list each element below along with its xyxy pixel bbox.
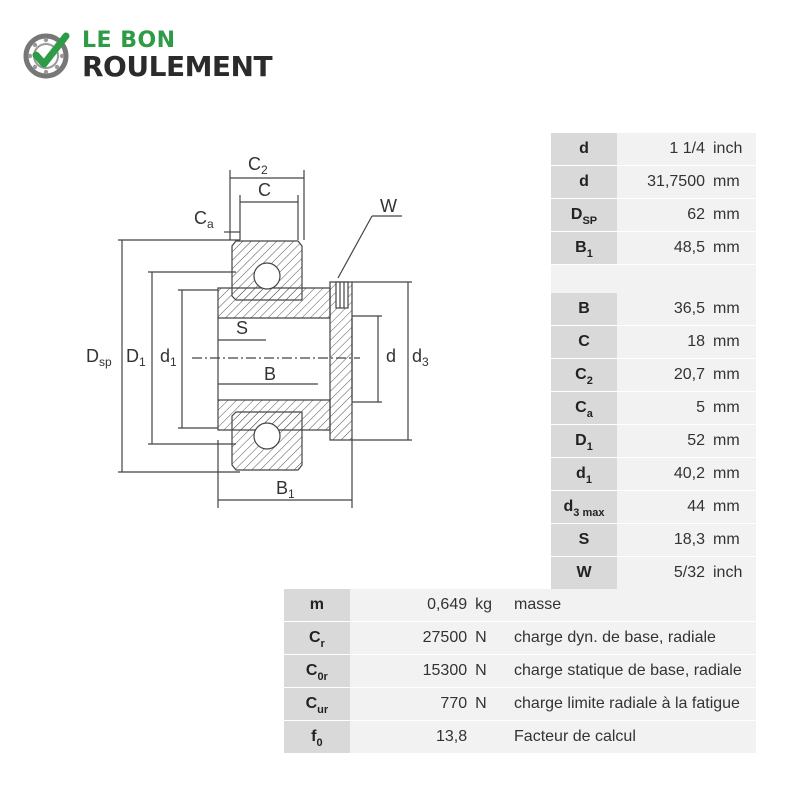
value-cell: 5 (617, 392, 707, 425)
symbol: C (575, 366, 587, 383)
symbol: S (578, 531, 590, 548)
symbol-cell (551, 326, 617, 359)
table-row (551, 232, 756, 265)
table-row (284, 655, 756, 688)
table-row (551, 524, 756, 557)
symbol-subscript: ur (317, 704, 329, 716)
symbol-cell (284, 655, 350, 688)
symbol-subscript: a (586, 408, 593, 420)
brand-line2: ROULEMENT (82, 50, 273, 83)
symbol: m (309, 596, 324, 613)
symbol-cell (551, 524, 617, 557)
brand-logo (22, 26, 302, 86)
symbol: d (579, 140, 589, 157)
table-gap-row (551, 265, 756, 293)
symbol: W (576, 564, 592, 581)
table-row (551, 133, 756, 166)
table-row (551, 392, 756, 425)
symbol-cell (551, 458, 617, 491)
unit-cell: mm (707, 359, 756, 392)
unit-cell: mm (707, 293, 756, 326)
symbol-cell (551, 293, 617, 326)
unit-cell: mm (707, 232, 756, 265)
value-cell: 15300 (350, 655, 469, 688)
symbol: d (579, 173, 589, 190)
table-row (551, 359, 756, 392)
unit-cell: mm (707, 425, 756, 458)
table-row (284, 688, 756, 721)
symbol: C (305, 662, 318, 679)
value-cell: 18,3 (617, 524, 707, 557)
label-b1: $B_1$ (276, 478, 295, 501)
value-cell: 1 1/4 (617, 133, 707, 166)
unit-cell: inch (707, 133, 756, 166)
unit-cell: mm (707, 458, 756, 491)
value-cell: 5/32 (617, 557, 707, 590)
symbol-subscript: 3 max (573, 507, 605, 519)
label-d1-outer: $D_1$ (126, 346, 146, 369)
unit-cell: inch (707, 557, 756, 590)
table-row (551, 491, 756, 524)
label-d1-inner: $d_1$ (160, 346, 177, 369)
table-row (284, 721, 756, 754)
symbol: d (576, 465, 586, 482)
table-row (551, 166, 756, 199)
label-d3: $d_3$ (412, 346, 429, 369)
symbol: D (570, 206, 583, 223)
description-cell: charge dyn. de base, radiale (500, 622, 756, 655)
label-c: C (258, 180, 271, 200)
table-row (551, 326, 756, 359)
table-row (284, 622, 756, 655)
symbol-cell (551, 166, 617, 199)
label-b: B (264, 364, 277, 384)
value-cell: 48,5 (617, 232, 707, 265)
value-cell: 13,8 (350, 721, 469, 754)
symbol: C (575, 399, 587, 416)
symbol-subscript: 1 (586, 441, 593, 453)
label-s: S (236, 318, 249, 338)
value-cell: 770 (350, 688, 469, 721)
symbol-cell (284, 622, 350, 655)
table-row (551, 557, 756, 590)
symbol-cell (551, 133, 617, 166)
symbol: C (305, 695, 318, 712)
value-cell: 44 (617, 491, 707, 524)
description-cell: Facteur de calcul (500, 721, 756, 754)
description-cell: masse (500, 589, 756, 622)
bearing-check-icon (22, 28, 74, 80)
description-cell: charge limite radiale à la fatigue (500, 688, 756, 721)
value-cell: 62 (617, 199, 707, 232)
symbol-subscript: r (320, 638, 325, 650)
unit-cell: N (469, 655, 500, 688)
symbol: C (578, 333, 590, 350)
table-row (551, 293, 756, 326)
symbol-subscript: SP (582, 215, 598, 227)
symbol-cell (551, 425, 617, 458)
label-c2: $C_2$ (248, 154, 268, 177)
value-cell: 27500 (350, 622, 469, 655)
symbol-subscript: 1 (585, 474, 592, 486)
label-dsp: $D_{sp}$ (86, 346, 112, 369)
symbol-subscript: 0r (317, 671, 328, 683)
symbol-cell (551, 232, 617, 265)
unit-cell: N (469, 622, 500, 655)
table-row (551, 458, 756, 491)
symbol-cell (551, 491, 617, 524)
symbol: d (563, 498, 574, 515)
unit-cell: kg (469, 589, 500, 622)
unit-cell: mm (707, 199, 756, 232)
table-row (551, 425, 756, 458)
symbol-cell (284, 589, 350, 622)
symbol: B (578, 300, 590, 317)
symbol: C (308, 629, 321, 646)
value-cell: 40,2 (617, 458, 707, 491)
label-ca: $C_a$ (194, 208, 214, 231)
value-cell: 36,5 (617, 293, 707, 326)
symbol-subscript: 1 (586, 248, 593, 260)
brand-line1: LE BON (82, 28, 176, 53)
unit-cell: N (469, 688, 500, 721)
label-w: W (380, 196, 397, 216)
symbol: f (311, 728, 317, 745)
value-cell: 20,7 (617, 359, 707, 392)
symbol-cell (551, 392, 617, 425)
unit-cell: mm (707, 491, 756, 524)
unit-cell: mm (707, 392, 756, 425)
dimensions-table (551, 293, 756, 590)
value-cell: 52 (617, 425, 707, 458)
symbol-subscript: 0 (316, 737, 323, 749)
symbol-cell (284, 721, 350, 754)
properties-table (284, 589, 756, 754)
symbol-subscript: 2 (586, 375, 593, 387)
value-cell: 31,7500 (617, 166, 707, 199)
symbol-cell (551, 557, 617, 590)
value-cell: 18 (617, 326, 707, 359)
unit-cell: mm (707, 524, 756, 557)
dimensions-table-top (551, 133, 756, 265)
value-cell: 0,649 (350, 589, 469, 622)
symbol-cell (551, 199, 617, 232)
unit-cell: mm (707, 166, 756, 199)
unit-cell: mm (707, 326, 756, 359)
unit-cell (469, 721, 500, 754)
table-row (284, 589, 756, 622)
symbol-cell (284, 688, 350, 721)
symbol-cell (551, 359, 617, 392)
bearing-technical-drawing (80, 150, 440, 520)
symbol: D (575, 432, 587, 449)
description-cell: charge statique de base, radiale (500, 655, 756, 688)
label-d: d (386, 346, 397, 366)
table-row (551, 199, 756, 232)
symbol: B (575, 239, 587, 256)
